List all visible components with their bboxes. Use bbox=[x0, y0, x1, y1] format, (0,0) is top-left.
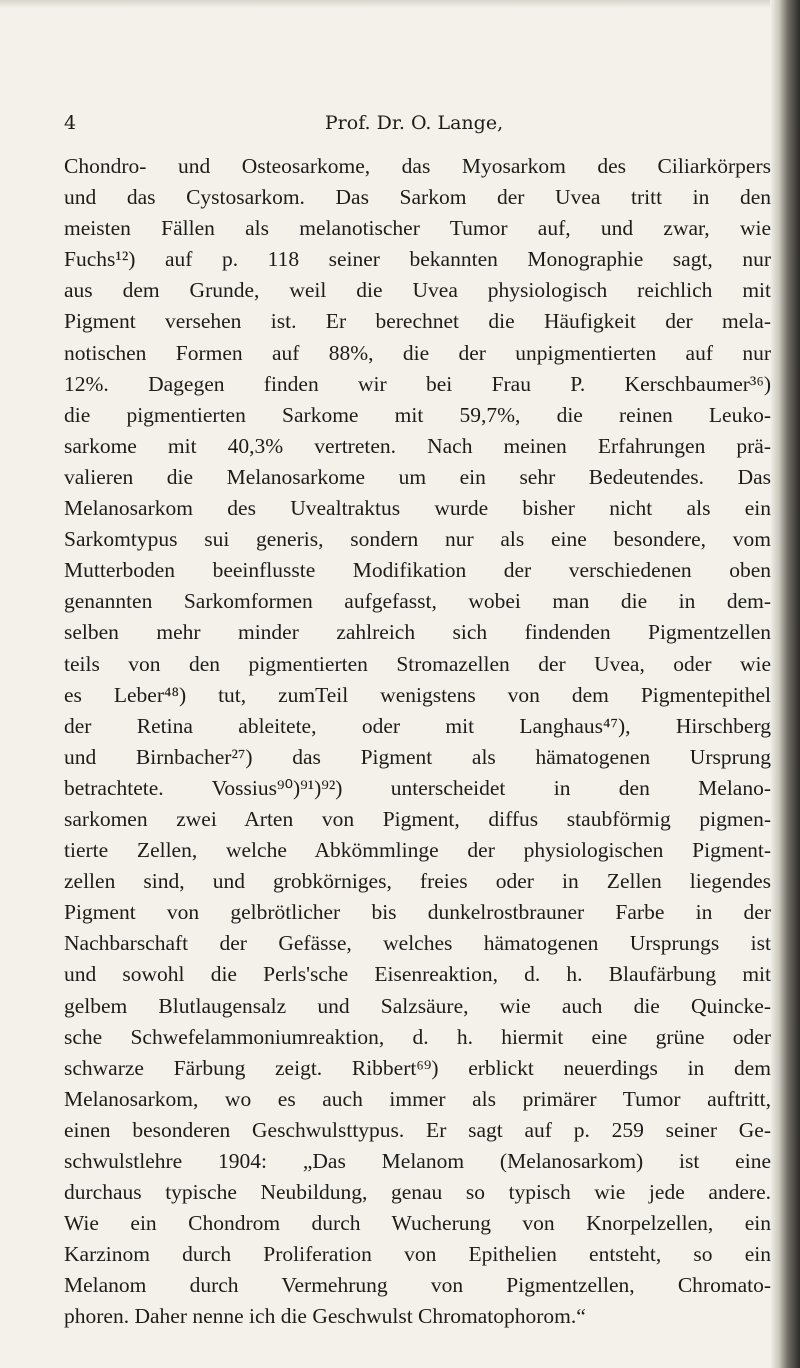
text-line: und das Cystosarkom. Das Sarkom der Uvea tritt in den bbox=[64, 185, 771, 210]
text-line: gelbem Blutlaugensalz und Salzsäure, wie auch die Quincke- bbox=[64, 993, 771, 1018]
running-head: Prof. Dr. O. Lange, bbox=[324, 112, 504, 134]
page-binding-edge bbox=[770, 0, 800, 1368]
text-line: und Birnbacher²⁷) das Pigment als hämatogenen Ursprung bbox=[64, 744, 771, 769]
text-line: Nachbarschaft der Gefässe, welches hämatogenen Ursprungs ist bbox=[64, 931, 771, 956]
text-line: Wie ein Chondrom durch Wucherung von Knorpelzellen, ein bbox=[64, 1211, 771, 1236]
text-line: sarkomen zwei Arten von Pigment, diffus staubförmig pigmen- bbox=[64, 806, 771, 831]
text-line: Mutterboden beeinflusste Modifikation der verschiedenen oben bbox=[64, 558, 771, 583]
text-line: Fuchs¹²) auf p. 118 seiner bekannten Monographie sagt, nur bbox=[64, 247, 771, 272]
text-line: notischen Formen auf 88%, die der unpigmentierten auf nur bbox=[64, 340, 771, 365]
text-line: der Retina ableitete, oder mit Langhaus⁴⁷), Hirschberg bbox=[64, 713, 771, 738]
body-text bbox=[64, 151, 771, 1333]
text-line: schwarze Färbung zeigt. Ribbert⁶⁹) erblickt neuerdings in dem bbox=[64, 1055, 771, 1080]
text-line: Chondro- und Osteosarkome, das Myosarkom des Ciliarkörpers bbox=[64, 154, 771, 178]
text-line: schwulstlehre 1904: „Das Melanom (Melanosarkom) ist eine bbox=[64, 1149, 771, 1173]
text-line: und sowohl die Perls'sche Eisenreaktion, d. h. Blaufärbung mit bbox=[64, 962, 771, 987]
text-line: die pigmentierten Sarkome mit 59,7%, die reinen Leuko- bbox=[64, 402, 771, 427]
text-line: Melanosarkom des Uvealtraktus wurde bisher nicht als ein bbox=[64, 496, 771, 521]
text-line: Melanosarkom, wo es auch immer als primärer Tumor auftritt, bbox=[64, 1086, 771, 1111]
text-line: aus dem Grunde, weil die Uvea physiologisch reichlich mit bbox=[64, 278, 771, 303]
page-top-shadow bbox=[0, 0, 800, 8]
text-line: valieren die Melanosarkome um ein sehr Bedeutendes. Das bbox=[64, 464, 771, 489]
text-line: tierte Zellen, welche Abkömmlinge der physiologischen Pigment- bbox=[64, 838, 771, 863]
text-line: Karzinom durch Proliferation von Epithelien entsteht, so ein bbox=[64, 1242, 771, 1267]
text-line: betrachtete. Vossius⁹⁰)⁹¹)⁹²) unterscheidet in den Melano- bbox=[64, 775, 771, 800]
text-line: durchaus typische Neubildung, genau so typisch wie jede andere. bbox=[64, 1180, 771, 1205]
page-number: 4 bbox=[64, 112, 77, 134]
text-line: einen besonderen Geschwulsttypus. Er sagt auf p. 259 seiner Ge- bbox=[64, 1117, 771, 1142]
text-line: selben mehr minder zahlreich sich findenden Pigmentzellen bbox=[64, 620, 771, 645]
text-line: Sarkomtypus sui generis, sondern nur als eine besondere, vom bbox=[64, 527, 771, 552]
text-line: 12%. Dagegen finden wir bei Frau P. Kerschbaumer³⁶) bbox=[64, 371, 771, 396]
text-line: sche Schwefelammoniumreaktion, d. h. hiermit eine grüne oder bbox=[64, 1024, 771, 1049]
text-line: Pigment versehen ist. Er berechnet die Häufigkeit der mela- bbox=[64, 309, 771, 334]
text-line: zellen sind, und grobkörniges, freies oder in Zellen liegendes bbox=[64, 869, 771, 894]
text-line: Pigment von gelbrötlicher bis dunkelrostbrauner Farbe in der bbox=[64, 900, 771, 925]
text-line: genannten Sarkomformen aufgefasst, wobei man die in dem- bbox=[64, 589, 771, 614]
text-line: phoren. Daher nenne ich die Geschwulst Chromatophorom.“ bbox=[64, 1304, 586, 1329]
text-line: Melanom durch Vermehrung von Pigmentzellen, Chromato- bbox=[64, 1273, 771, 1298]
text-line: sarkome mit 40,3% vertreten. Nach meinen Erfahrungen prä- bbox=[64, 433, 771, 458]
page-header bbox=[64, 112, 764, 142]
text-line: meisten Fällen als melanotischer Tumor auf, und zwar, wie bbox=[64, 216, 771, 241]
text-line: teils von den pigmentierten Stromazellen der Uvea, oder wie bbox=[64, 651, 771, 676]
text-line: es Leber⁴⁸) tut, zumTeil wenigstens von dem Pigmentepithel bbox=[64, 682, 771, 707]
